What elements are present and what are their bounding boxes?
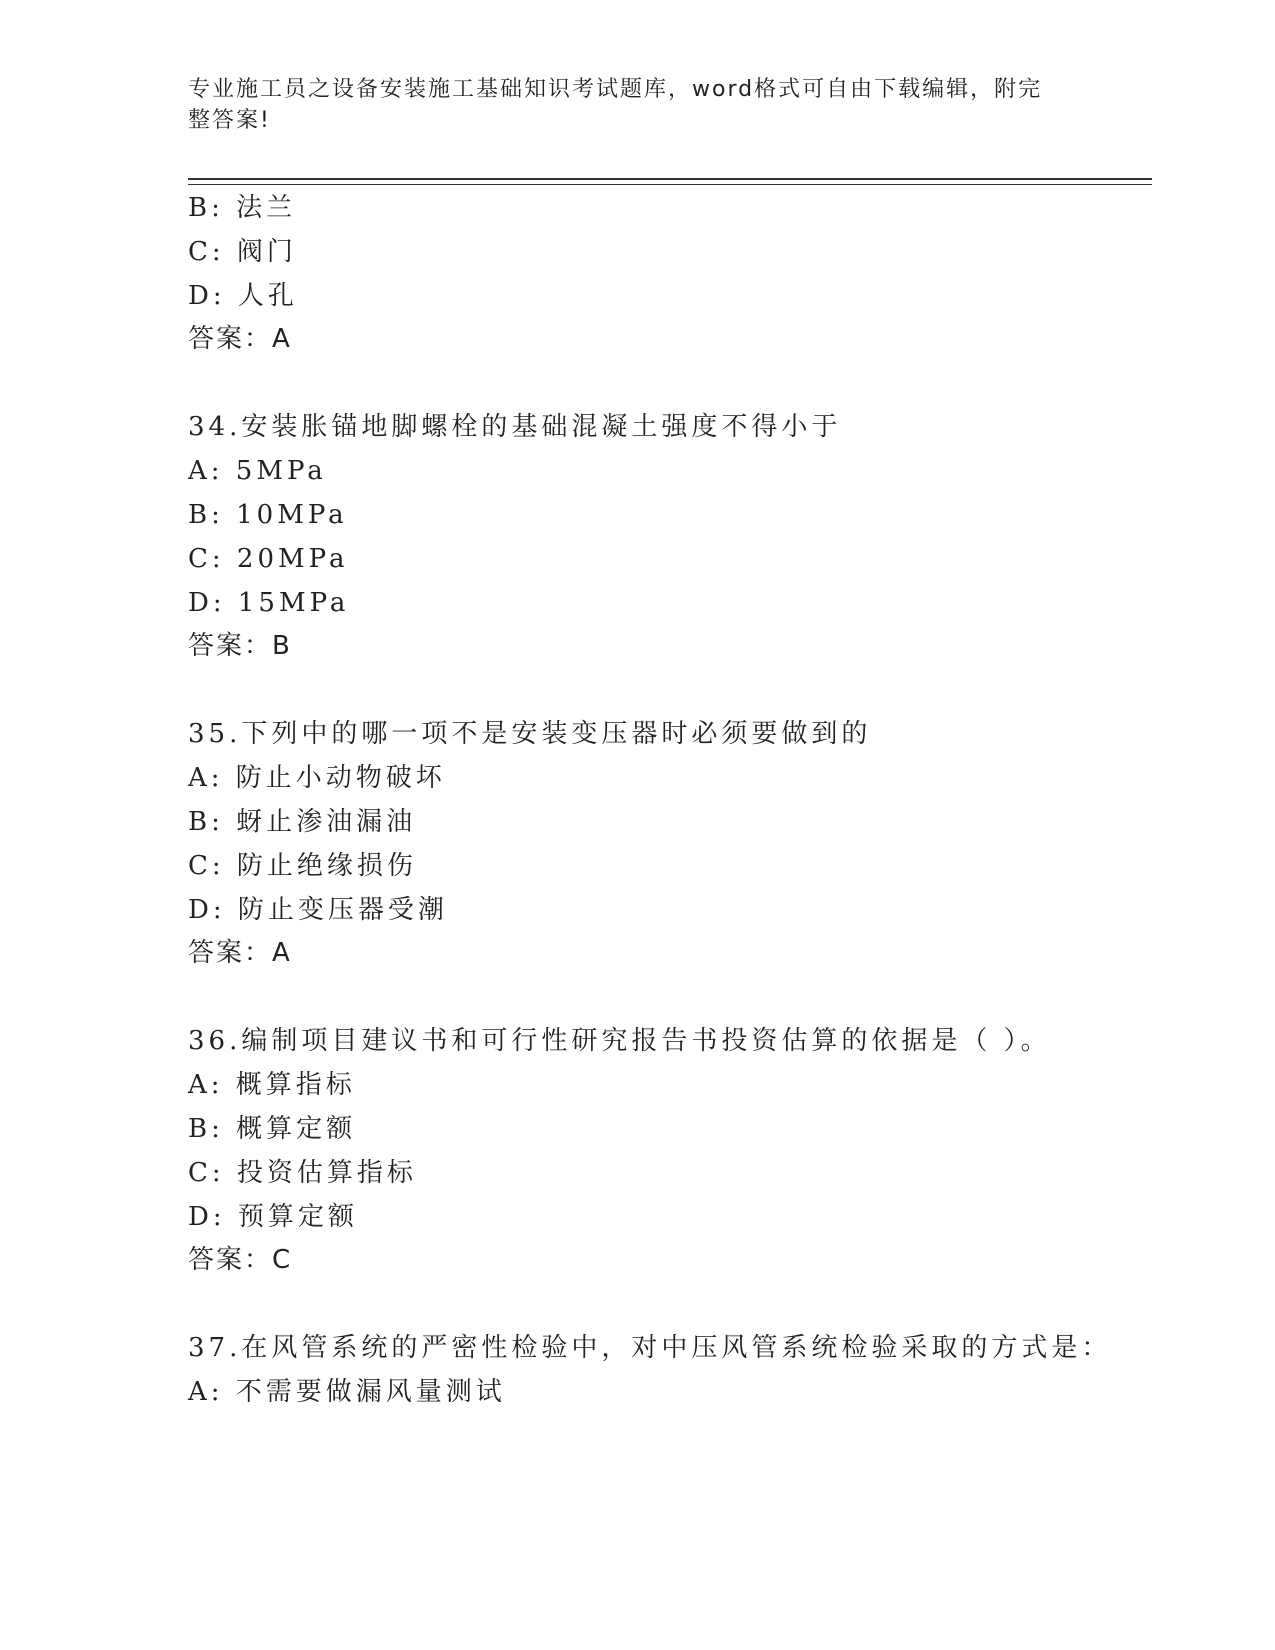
q35-option-d: D: 防止变压器受潮 xyxy=(188,895,448,925)
document-header xyxy=(188,74,1088,136)
q34-option-a: A: 5MPa xyxy=(188,456,327,486)
q36-option-c: C: 投资估算指标 xyxy=(188,1158,417,1188)
header-divider-thick xyxy=(188,178,1152,180)
q36-stem: 36.编制项目建议书和可行性研究报告书投资估算的依据是（ ）。 xyxy=(188,1026,1051,1056)
q34-option-b: B: 10MPa xyxy=(188,500,348,530)
q37-stem: 37.在风管系统的严密性检验中，对中压风管系统检验采取的方式是： xyxy=(188,1333,1112,1363)
q36-option-a: A: 概算指标 xyxy=(188,1070,356,1100)
q35-option-b: B: 蚜止渗油漏油 xyxy=(188,807,417,837)
q34-answer: 答案：B xyxy=(188,631,292,661)
q35-stem: 35.下列中的哪一项不是安装变压器时必须要做到的 xyxy=(188,719,872,749)
q35-option-c: C: 防止绝缘损伤 xyxy=(188,851,417,881)
q34-stem: 34.安装胀锚地脚螺栓的基础混凝土强度不得小于 xyxy=(188,412,842,442)
q36-option-d: D: 预算定额 xyxy=(188,1202,358,1232)
q34-option-d: D: 15MPa xyxy=(188,588,350,618)
header-divider-thin xyxy=(188,184,1152,185)
header-line-2: 整答案! xyxy=(188,108,271,133)
q34-option-c: C: 20MPa xyxy=(188,544,349,574)
q37-option-a: A: 不需要做漏风量测试 xyxy=(188,1377,506,1407)
prev-answer: 答案：A xyxy=(188,324,292,354)
q35-answer: 答案：A xyxy=(188,938,292,968)
prev-option-b: B: 法兰 xyxy=(188,193,297,223)
q36-option-b: B: 概算定额 xyxy=(188,1114,357,1144)
prev-option-c: C: 阀门 xyxy=(188,237,297,267)
prev-option-d: D: 人孔 xyxy=(188,281,298,311)
q35-option-a: A: 防止小动物破坏 xyxy=(188,763,446,793)
q36-answer: 答案：C xyxy=(188,1245,293,1275)
header-line-1: 专业施工员之设备安装施工基础知识考试题库，word格式可自由下载编辑，附完 xyxy=(188,77,1043,102)
